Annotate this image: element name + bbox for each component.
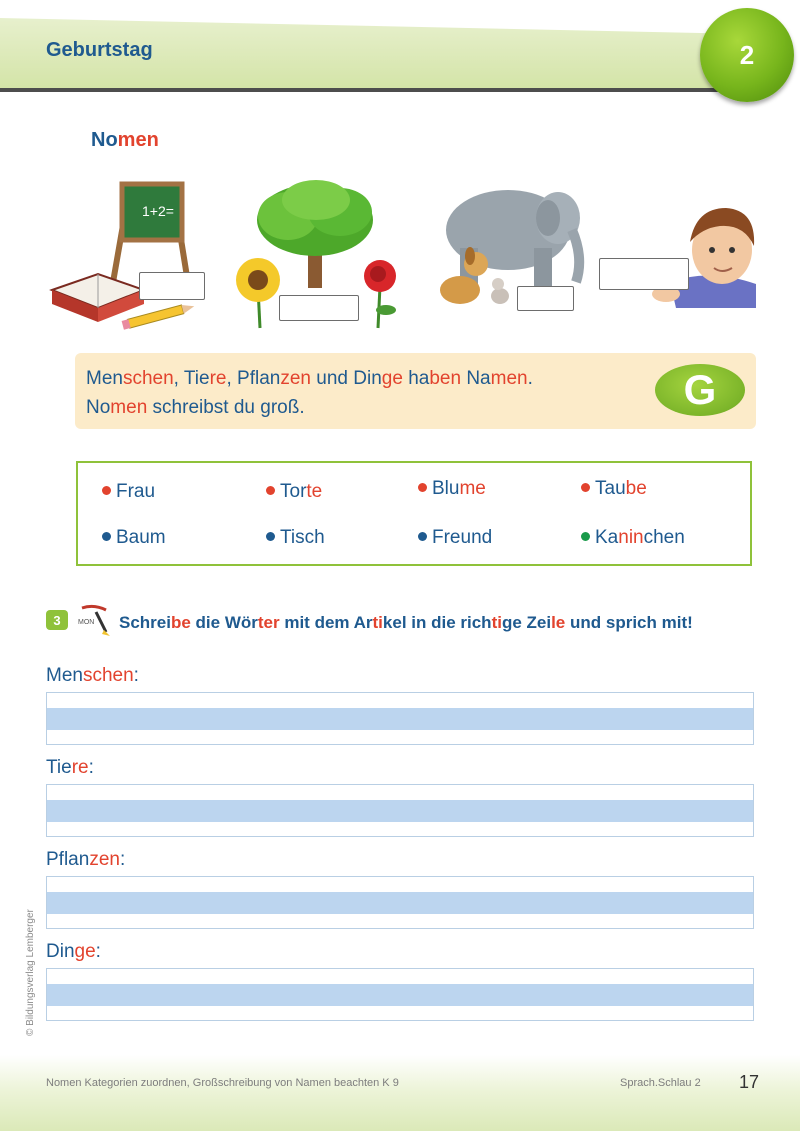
category-part: : (88, 757, 94, 778)
word-part: Tau (595, 478, 626, 499)
task-instruction (119, 611, 719, 634)
grammar-line-1-part: . (527, 368, 533, 389)
writing-line-dinge[interactable] (46, 968, 754, 1021)
word-part: Tisch (280, 527, 325, 548)
category-part: Din (46, 941, 75, 962)
bullet-dot-icon (418, 532, 427, 541)
copyright-note: © Bildungsverlag Lemberger (25, 909, 36, 1036)
category-part: schen (82, 665, 134, 686)
section-title-part-1: No (91, 129, 118, 151)
grammar-line-2-part: No (86, 397, 111, 418)
category-label-tiere (46, 757, 94, 779)
task-text-part: und sprich mit! (565, 613, 693, 632)
word-torte (266, 481, 322, 503)
footer-book-title: Sprach.Schlau 2 (620, 1077, 701, 1089)
grammar-g-badge: G (655, 364, 745, 416)
label-box-animals[interactable] (517, 286, 574, 311)
category-label-dinge (46, 941, 101, 963)
writing-line-pflanzen[interactable] (46, 876, 754, 929)
grammar-line-1-part: , Pflan (226, 368, 281, 389)
page-number: 17 (739, 1072, 760, 1092)
category-part: Tie (46, 757, 72, 778)
label-box-plants[interactable] (279, 295, 359, 321)
task-text-part: kel in die rich (382, 613, 492, 632)
category-label-menschen (46, 665, 139, 687)
category-part: ge (74, 941, 96, 962)
word-part: Blu (432, 478, 460, 499)
word-part: me (459, 478, 486, 499)
category-part: : (119, 849, 126, 870)
grammar-line-1-part: ha (402, 368, 430, 389)
category-label-pflanzen (46, 849, 125, 871)
grammar-line-1-part: Na (461, 368, 491, 389)
word-part: nin (618, 527, 644, 548)
category-part: zen (89, 849, 120, 870)
category-part: : (133, 665, 139, 686)
footer-band (0, 1055, 800, 1131)
task-text-part: Schrei (119, 613, 171, 632)
writing-line-tiere[interactable] (46, 784, 754, 837)
bullet-dot-icon (418, 483, 427, 492)
grammar-line-1-part: ge (381, 368, 403, 389)
word-part: Freund (432, 527, 493, 548)
word-part: Tor (280, 481, 307, 502)
writing-hand-icon (76, 602, 114, 638)
grammar-line-1-part: zen (280, 368, 311, 389)
word-freund (418, 527, 492, 549)
bullet-dot-icon (266, 486, 275, 495)
task-text-part: le (551, 613, 566, 632)
task-text-part: ter (257, 613, 280, 632)
word-blume (418, 478, 486, 500)
svg-text:1+2=: 1+2= (142, 203, 174, 219)
bullet-dot-icon (581, 483, 590, 492)
things-illustration (46, 178, 216, 330)
grammar-line-1-part: , Tie (173, 368, 210, 389)
word-baum (102, 527, 166, 549)
grammar-rule-line-2 (86, 397, 305, 419)
grammar-line-1-part: re (209, 368, 227, 389)
section-title-part-2: men (117, 129, 159, 151)
word-frau (102, 481, 155, 503)
writing-line-menschen[interactable] (46, 692, 754, 745)
grammar-line-1-part: Men (86, 368, 123, 389)
task-text-part: ti (372, 613, 383, 632)
word-part: Frau (116, 481, 156, 502)
page-title: Geburtstag (46, 39, 153, 61)
label-box-things[interactable] (139, 272, 205, 300)
task-text-part: mit dem Ar (279, 613, 373, 632)
footer-topic: Nomen Kategorien zuordnen, Großschreibung von Namen beachten K 9 (46, 1077, 399, 1089)
word-part: be (625, 478, 647, 499)
grammar-rule-box (75, 353, 756, 429)
bullet-dot-icon (266, 532, 275, 541)
word-part: Baum (116, 527, 166, 548)
grammar-line-1-part: und Din (311, 368, 382, 389)
grammar-line-2-part: schreibst du groß. (147, 397, 305, 418)
category-part: Pflan (46, 849, 90, 870)
task-text-part: die Wör (190, 613, 258, 632)
svg-text:MON: MON (78, 619, 95, 626)
category-part: : (95, 941, 101, 962)
grammar-line-2-part: men (110, 397, 148, 418)
task-text-part: ti (491, 613, 502, 632)
word-part: te (306, 481, 323, 502)
word-part: Ka (595, 527, 619, 548)
task-text-part: ge Zei (501, 613, 552, 632)
bullet-dot-icon (102, 486, 111, 495)
word-part: chen (643, 527, 685, 548)
word-bank-box (76, 461, 752, 566)
chapter-number-badge: 2 (700, 8, 794, 102)
grammar-rule-line-1 (86, 368, 533, 390)
task-number-badge: 3 (46, 610, 68, 630)
category-part: Men (46, 665, 83, 686)
grammar-line-1-part: men (490, 368, 528, 389)
person-illustration (640, 198, 760, 308)
word-kaninchen (581, 527, 685, 549)
label-box-people[interactable] (599, 258, 689, 290)
word-taube (581, 478, 647, 500)
grammar-line-1-part: schen (122, 368, 174, 389)
section-title (91, 129, 159, 152)
bullet-dot-icon (102, 532, 111, 541)
word-tisch (266, 527, 325, 549)
bullet-dot-icon (581, 532, 590, 541)
task-text-part: be (170, 613, 191, 632)
category-part: re (71, 757, 89, 778)
grammar-line-1-part: ben (429, 368, 462, 389)
